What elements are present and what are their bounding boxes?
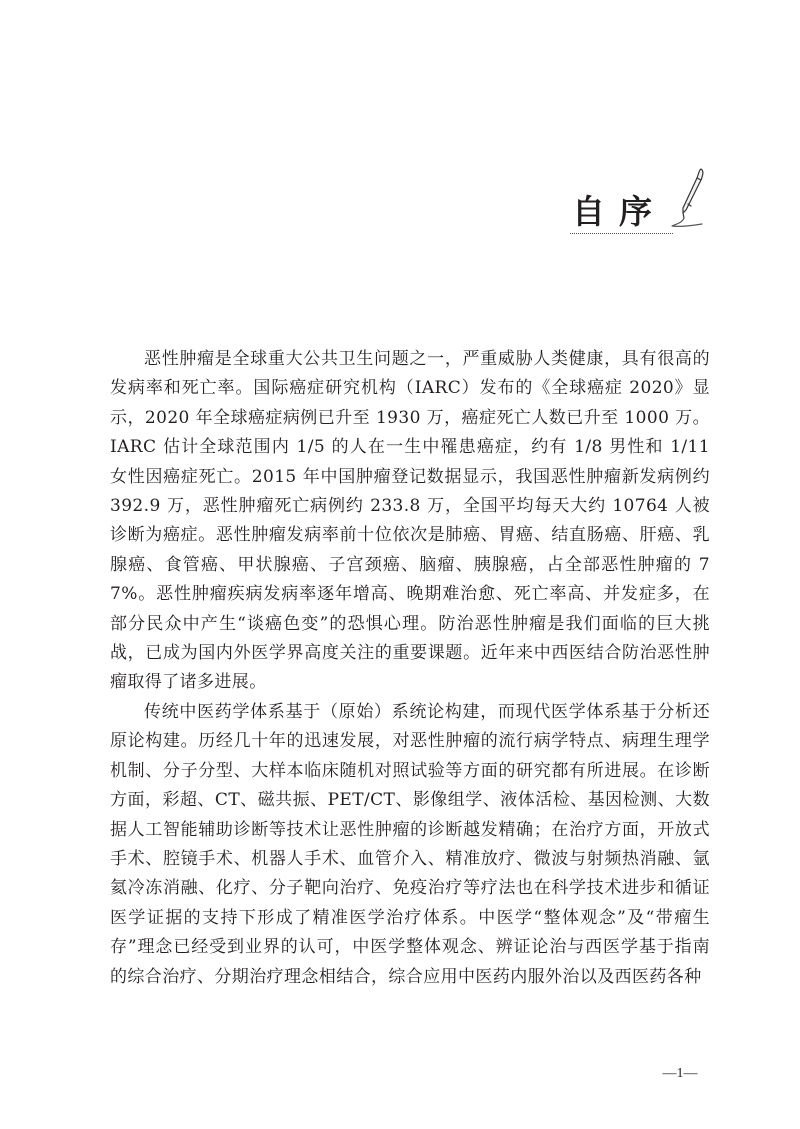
title-dotted-underline <box>570 233 673 234</box>
preface-body <box>110 345 710 992</box>
page-number: —1— <box>662 1066 698 1081</box>
paragraph-2: 传统中医药学体系基于（原始）系统论构建，而现代医学体系基于分析还原论构建。历经几十年的迅速发展，对恶性肿瘤的流行病学特点、病理生理学机制、分子分型、大样本临床随机对照试验等方面的研究都有所进展。在诊断方面，彩超、CT、磁共振、PET/CT、影像组学、液体活检、基因检测、大数据人工智能辅助诊断等技术让恶性肿瘤的诊断越发精确；在治疗方面，开放式手术、腔镜手术、机器人手术、血管介入、精准放疗、微波与射频热消融、氩氦冷冻消融、化疗、分子靶向治疗、免疫治疗等疗法也在科学技术进步和循证医学证据的支持下形成了精准医学治疗体系。中医学“整体观念”及“带瘤生存”理念已经受到业界的认可，中医学整体观念、辨证论治与西医学基于指南的综合治疗、分期治疗理念相结合，综合应用中医药内服外治以及西医药各种 <box>110 701 710 987</box>
paragraph-1: 恶性肿瘤是全球重大公共卫生问题之一，严重威胁人类健康，具有很高的发病率和死亡率。国际癌症研究机构（IARC）发布的《全球癌症 2020》显示，2020 年全球癌症病例已升至 1930 万，癌症死亡人数已升至 1000 万。IARC 估计全球范围内 1/5 的人在一生中罹患癌症，约有 1/8 男性和 1/11 女性因癌症死亡。2015 年中国肿瘤登记数据显示，我国恶性肿瘤新发病例约 392.9 万，恶性肿瘤死亡病例约 233.8 万，全国平均每天大约 10764 人被诊断为癌症。恶性肿瘤发病率前十位依次是肺癌、胃癌、结直肠癌、肝癌、乳腺癌、食管癌、甲状腺癌、子宫颈癌、脑瘤、胰腺癌，占全部恶性肿瘤的 77%。恶性肿瘤疾病发病率逐年增高、晚期难治愈、死亡率高、并发症多，在部分民众中产生“谈癌色变”的恐惧心理。防治恶性肿瘤是我们面临的巨大挑战，已成为国内外医学界高度关注的重要课题。近年来中西医结合防治恶性肿瘤取得了诸多进展。 <box>110 349 710 693</box>
page-title: 自序 <box>572 192 666 231</box>
quill-pen-icon <box>668 166 708 232</box>
